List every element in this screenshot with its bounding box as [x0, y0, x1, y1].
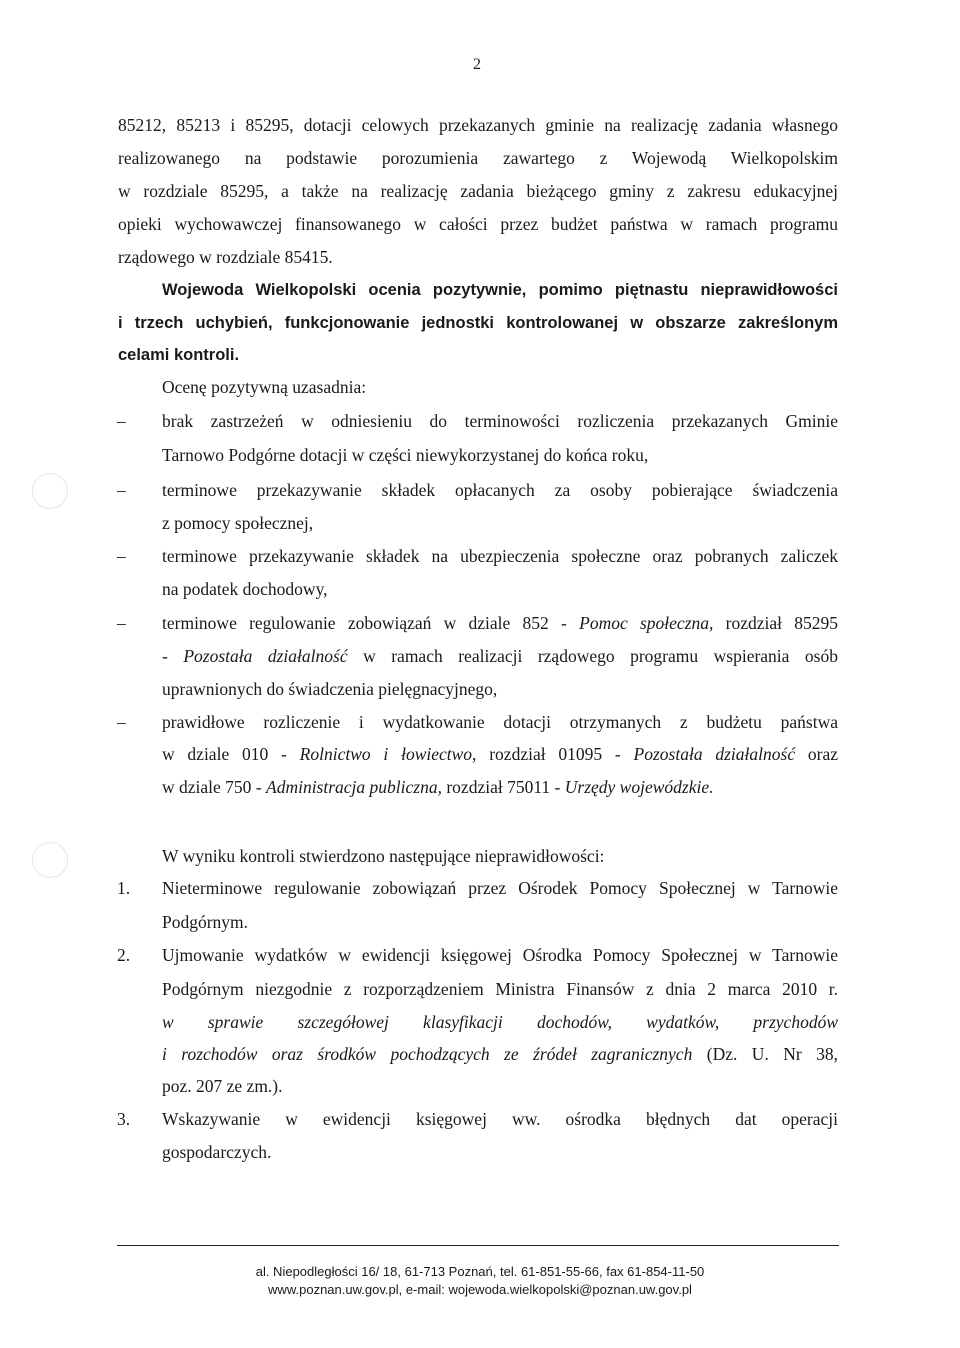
punch-hole	[32, 473, 68, 509]
finding-line: i rozchodów oraz środków pochodzących ze źródeł zagranicznych (Dz. U. Nr 38,	[162, 1044, 839, 1064]
intro-line: rządowego w rozdziale 85415.	[118, 247, 333, 267]
page-number: 2	[473, 56, 481, 73]
finding-line: w sprawie szczegółowej klasyfikacji dochodów, wydatków, przychodów	[162, 1012, 838, 1032]
intro-line: 85212, 85213 i 85295, dotacji celowych przekazanych gminie na realizację zadania własnego	[118, 115, 838, 135]
assessment-line: Wojewoda Wielkopolski ocenia pozytywnie, pomimo piętnastu nieprawidłowości	[162, 281, 838, 299]
finding-number: 2.	[117, 945, 131, 965]
finding-line: Ujmowanie wydatków w ewidencji księgowej Ośrodka Pomocy Społecznej w Tarnowie	[162, 945, 838, 965]
assessment-line: celami kontroli.	[118, 346, 240, 364]
bullet-dash: –	[117, 712, 126, 732]
finding-line: Nieterminowe regulowanie zobowiązań przez Ośrodek Pomocy Społecznej w Tarnowie	[162, 878, 838, 898]
bullet-line: na podatek dochodowy,	[162, 579, 328, 599]
bullet-dash: –	[117, 546, 126, 566]
finding-number: 1.	[117, 878, 131, 898]
bullet-line: terminowe przekazywanie składek opłacanych za osoby pobierające świadczenia	[162, 480, 838, 500]
bullet-line: w dziale 750 - Administracja publiczna, rozdział 75011 - Urzędy wojewódzkie.	[162, 777, 714, 797]
bullet-line: terminowe przekazywanie składek na ubezpieczenia społeczne oraz pobranych zaliczek	[162, 546, 838, 566]
bullet-line: uprawnionych do świadczenia pielęgnacyjnego,	[162, 679, 498, 699]
finding-line: Podgórnym niezgodnie z rozporządzeniem Ministra Finansów z dnia 2 marca 2010 r.	[162, 979, 838, 999]
footer-contact: www.poznan.uw.gov.pl, e-mail: wojewoda.wielkopolski@poznan.uw.gov.pl	[268, 1282, 692, 1297]
bullet-line: prawidłowe rozliczenie i wydatkowanie dotacji otrzymanych z budżetu państwa	[162, 712, 838, 732]
assessment-line: i trzech uchybień, funkcjonowanie jednostki kontrolowanej w obszarze zakreślonym	[118, 314, 838, 332]
bullet-dash: –	[117, 480, 126, 500]
finding-line: Podgórnym.	[162, 912, 249, 932]
justification-intro: Ocenę pozytywną uzasadnia:	[162, 377, 367, 397]
intro-line: w rozdziale 85295, a także na realizację zadania bieżącego gminy z zakresu edukacyjnej	[118, 181, 838, 201]
finding-number: 3.	[117, 1109, 131, 1129]
bullet-dash: –	[117, 613, 126, 633]
finding-line: poz. 207 ze zm.).	[162, 1076, 283, 1096]
findings-intro: W wyniku kontroli stwierdzono następujące nieprawidłowości:	[162, 846, 605, 866]
finding-line: gospodarczych.	[162, 1142, 272, 1162]
bullet-dash: –	[117, 411, 126, 431]
finding-line: Wskazywanie w ewidencji księgowej ww. ośrodka błędnych dat operacji	[162, 1109, 838, 1129]
bullet-line: Tarnowo Podgórne dotacji w części niewykorzystanej do końca roku,	[162, 445, 649, 465]
bullet-line: z pomocy społecznej,	[162, 513, 314, 533]
punch-hole	[32, 842, 68, 878]
intro-line: opieki wychowawczej finansowanego w całości przez budżet państwa w ramach programu	[118, 214, 838, 234]
bullet-line: terminowe regulowanie zobowiązań w dziale 852 - Pomoc społeczna, rozdział 85295	[162, 613, 838, 633]
bullet-line: - Pozostała działalność w ramach realizacji rządowego programu wspierania osób	[162, 646, 838, 666]
footer-divider	[117, 1245, 839, 1246]
bullet-line: w dziale 010 - Rolnictwo i łowiectwo, rozdział 01095 - Pozostała działalność oraz	[162, 744, 839, 764]
bullet-line: brak zastrzeżeń w odniesieniu do terminowości rozliczenia przekazanych Gminie	[162, 411, 838, 431]
footer-address: al. Niepodległości 16/ 18, 61-713 Poznań, tel. 61-851-55-66, fax 61-854-11-50	[255, 1264, 705, 1279]
intro-line: realizowanego na podstawie porozumienia zawartego z Wojewodą Wielkopolskim	[118, 148, 838, 168]
